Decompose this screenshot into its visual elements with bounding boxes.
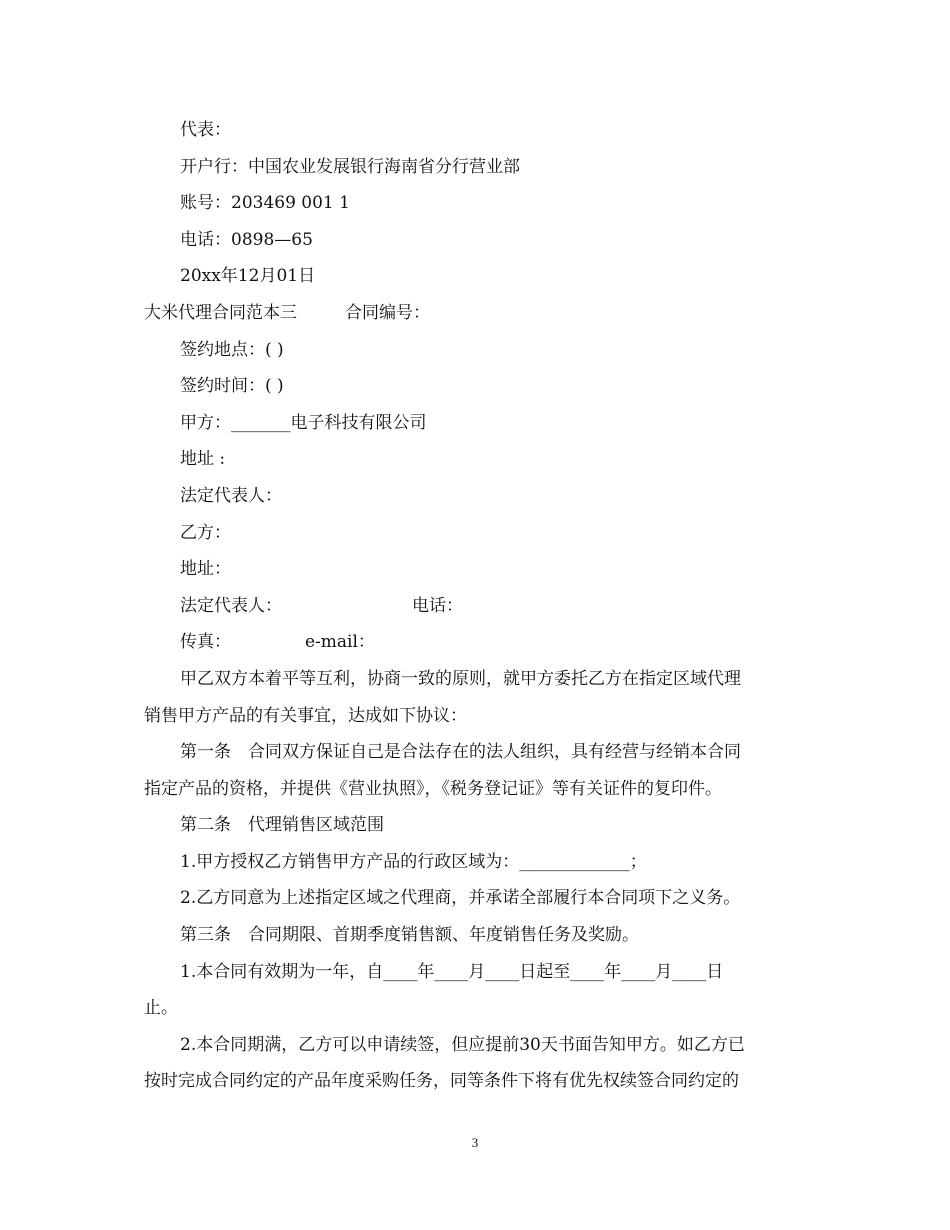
paragraph-line: 指定产品的资格，并提供《营业执照》，《税务登记证》等有关证件的复印件。 [144,778,722,799]
text-line [144,624,812,661]
text-line: 甲方：_______电子科技有限公司 [180,412,427,433]
article-heading: 第二条 代理销售区域范围 [180,815,384,836]
page-number: 3 [471,1135,479,1150]
text-line: 签约地点：( ) [180,339,284,360]
article-heading: 第三条 合同期限、首期季度销售额、年度销售任务及奖励。 [180,925,639,946]
text-line: 开户行：中国农业发展银行海南省分行营业部 [180,156,520,177]
paragraph-line: 甲乙双方本着平等互利，协商一致的原则，就甲方委托乙方在指定区域代理 [180,668,741,689]
paragraph-line: 1.甲方授权乙方销售甲方产品的行政区域为：_____________； [180,851,647,872]
phone-label: 电话： [412,595,463,616]
text-line: 地址： [180,559,231,580]
paragraph-line: 按时完成合同约定的产品年度采购任务，同等条件下将有优先权续签合同约定的 [144,1071,739,1092]
paragraph-line: 2.本合同期满，乙方可以申请续签，但应提前30天书面告知甲方。如乙方已 [180,1034,745,1055]
text-line [144,588,812,625]
text-line: 签约时间：( ) [180,376,284,397]
legal-representative-label: 法定代表人： [180,595,282,616]
text-line: 账号：203469 001 1 [180,193,350,214]
paragraph-line: 1.本合同有效期为一年，自____年____月____日起至____年____月____日 [180,961,724,982]
contract-number-label: 合同编号： [345,302,430,323]
document-body [144,112,812,1100]
text-line: 电话：0898—65 [180,229,313,250]
paragraph-line: 止。 [144,998,178,1019]
section-heading-line [144,295,812,332]
text-line: 法定代表人： [180,485,282,506]
text-line: 代表： [180,120,231,140]
email-label: e-mail： [305,632,375,653]
contract-title: 大米代理合同范本三 [144,302,297,323]
text-line: 地址 : [180,449,226,470]
text-line: 乙方： [180,522,231,543]
paragraph-line: 2.乙方同意为上述指定区域之代理商，并承诺全部履行本合同项下之义务。 [180,888,741,909]
fax-label: 传真： [180,632,231,653]
paragraph-line: 第一条 合同双方保证自己是合法存在的法人组织，具有经营与经销本合同 [180,742,741,763]
date-line: 20xx年12月01日 [180,266,316,287]
paragraph-line: 销售甲方产品的有关事宜，达成如下协议： [144,705,467,726]
